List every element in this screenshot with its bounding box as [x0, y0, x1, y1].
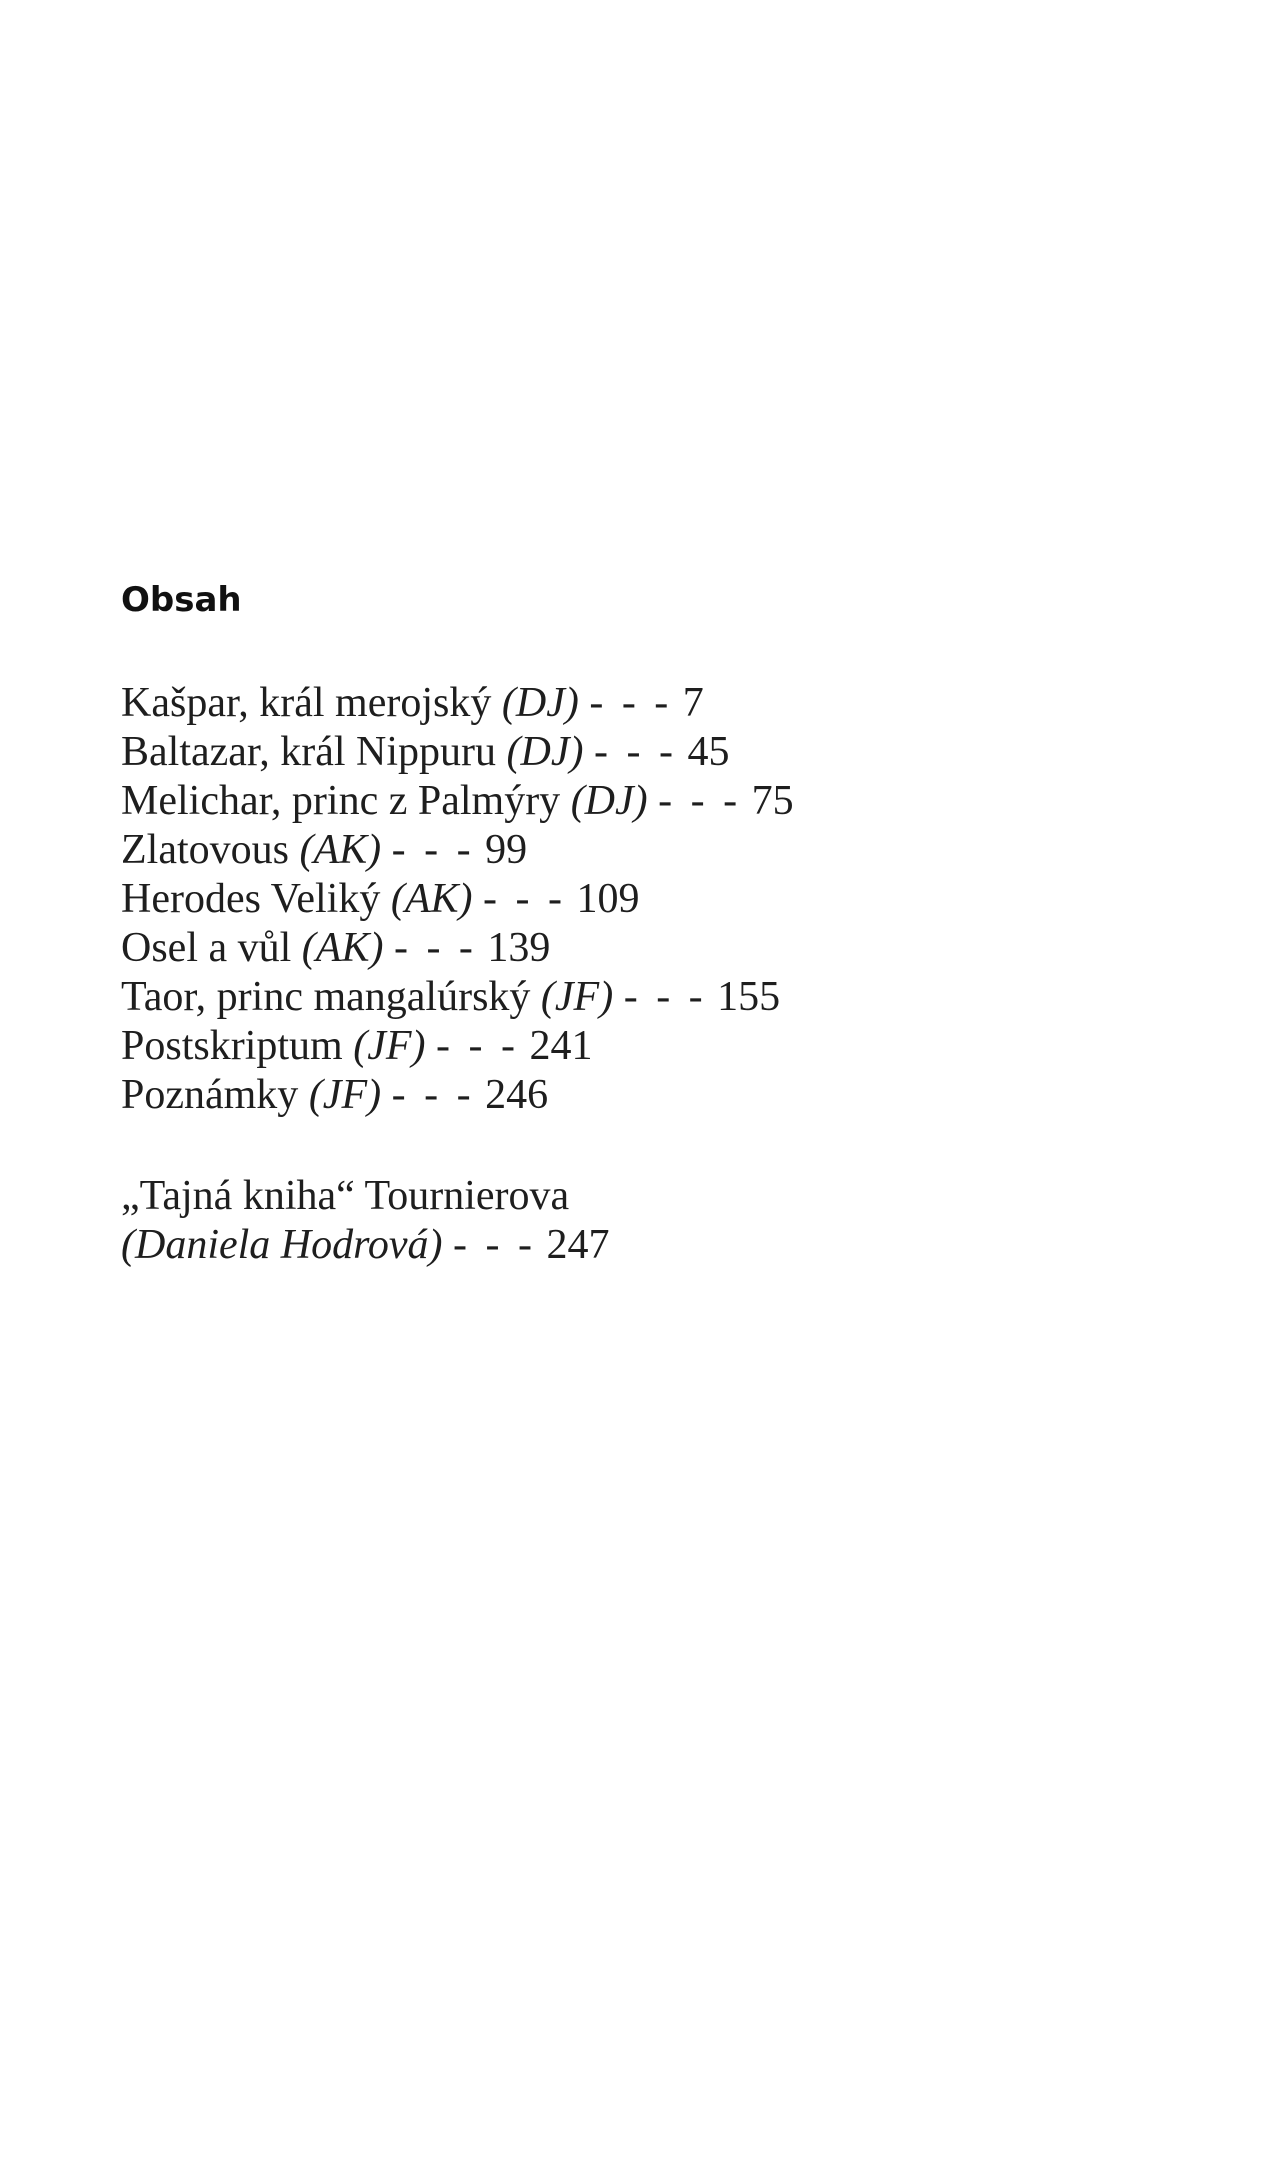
afterword-page: 247	[546, 1222, 610, 1268]
toc-entry	[121, 679, 794, 728]
toc-entry-page: 109	[576, 876, 640, 922]
toc-entry-separator: - - -	[589, 680, 673, 726]
toc-entry-separator: - - -	[483, 876, 566, 922]
toc-entry-page: 99	[485, 827, 528, 873]
toc-entry-author: (AK)	[390, 876, 473, 922]
toc-entry-page: 139	[487, 925, 551, 971]
table-of-contents	[121, 679, 794, 1120]
toc-entry-author: (AK)	[301, 925, 384, 971]
toc-entry-separator: - - -	[623, 974, 707, 1020]
toc-entry-page: 155	[717, 974, 781, 1020]
toc-entry-author: (AK)	[299, 827, 382, 873]
afterword-author-line	[121, 1221, 610, 1270]
toc-entry-separator: - - -	[593, 729, 677, 775]
toc-entry-author: (DJ)	[570, 778, 648, 824]
toc-entry	[121, 1071, 794, 1120]
contents-heading: Obsah	[121, 580, 242, 620]
toc-entry-author: (JF)	[540, 974, 614, 1020]
toc-entry	[121, 1022, 794, 1071]
toc-entry-page: 45	[687, 729, 730, 775]
toc-entry	[121, 728, 794, 777]
afterword-entry	[121, 1172, 610, 1270]
toc-entry	[121, 973, 794, 1022]
toc-entry-page: 241	[529, 1023, 593, 1069]
toc-entry-title: Zlatovous	[121, 827, 289, 873]
toc-entry	[121, 777, 794, 826]
toc-entry-author: (JF)	[308, 1072, 382, 1118]
toc-entry-author: (DJ)	[501, 680, 579, 726]
toc-entry-separator: - - -	[436, 1023, 519, 1069]
toc-entry	[121, 826, 794, 875]
toc-entry-page: 246	[485, 1072, 549, 1118]
toc-entry-title: Postskriptum	[121, 1023, 343, 1069]
toc-entry-page: 7	[682, 680, 704, 726]
toc-entry-title: Osel a vůl	[121, 925, 292, 971]
toc-entry-author: (JF)	[353, 1023, 426, 1069]
afterword-author: (Daniela Hodrová)	[121, 1222, 443, 1268]
toc-entry-title: Melichar, princ z Palmýry	[121, 778, 561, 824]
toc-entry-page: 75	[751, 778, 794, 824]
toc-entry-title: Kašpar, král merojský	[121, 680, 492, 726]
afterword-separator: - - -	[453, 1222, 537, 1268]
toc-entry-author: (DJ)	[506, 729, 584, 775]
toc-entry-title: Taor, princ mangalúrský	[121, 974, 531, 1020]
toc-entry-title: Baltazar, král Nippuru	[121, 729, 497, 775]
toc-entry	[121, 924, 794, 973]
toc-entry-title: Herodes Veliký	[121, 876, 381, 922]
toc-entry-separator: - - -	[393, 925, 477, 971]
toc-entry-title: Poznámky	[121, 1072, 299, 1118]
afterword-title: „Tajná kniha“ Tournierova	[121, 1173, 570, 1219]
toc-entry-separator: - - -	[658, 778, 742, 824]
toc-entry-separator: - - -	[391, 1072, 475, 1118]
toc-entry	[121, 875, 794, 924]
toc-entry-separator: - - -	[391, 827, 475, 873]
